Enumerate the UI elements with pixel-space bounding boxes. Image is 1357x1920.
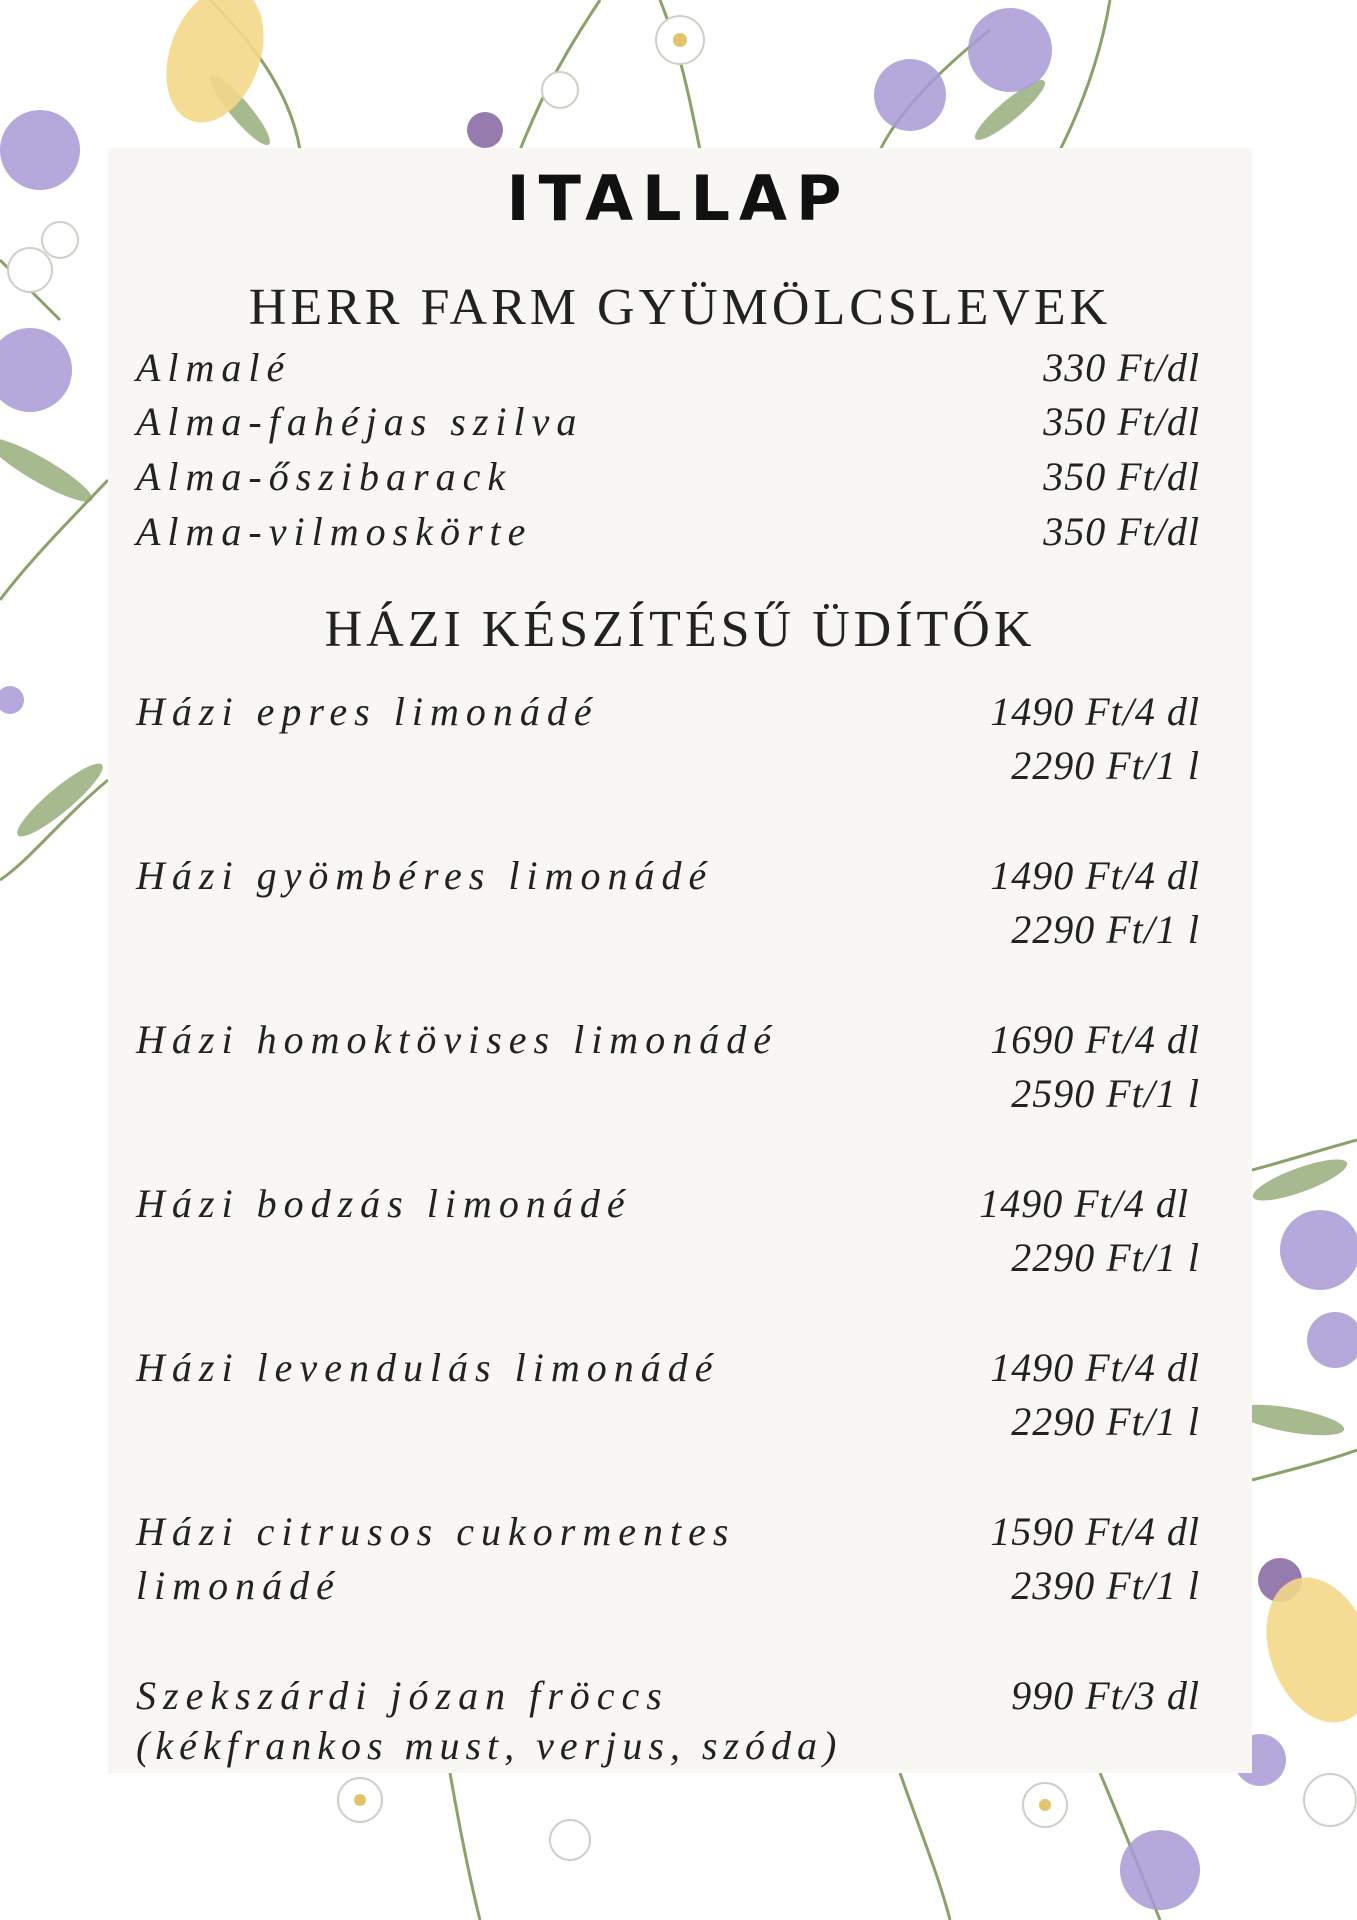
page-title: ITALLAP	[506, 162, 851, 235]
menu-item-price-large: 2290 Ft/1 l	[1011, 1235, 1200, 1280]
section-heading-soft-drinks: HÁZI KÉSZÍTÉSŰ ÜDÍTŐK	[324, 601, 1036, 658]
menu-item-price: 350 Ft/dl	[1043, 454, 1200, 499]
menu-item-name: Házi gyömbéres limonádé	[136, 853, 714, 898]
menu-item-name: Házi citrusos cukormentes	[136, 1509, 736, 1554]
menu-item-price-large: 2290 Ft/1 l	[1011, 907, 1200, 952]
menu-item-price-large: 2290 Ft/1 l	[1011, 1399, 1200, 1444]
menu-item-price-small: 1490 Ft/4 dl	[990, 689, 1200, 734]
menu-item-description: (kékfrankos must, verjus, szóda)	[136, 1723, 843, 1768]
section-heading-juices: HERR FARM GYÜMÖLCSLEVEK	[248, 279, 1112, 336]
menu-item-name: Házi homoktövises limonádé	[136, 1017, 778, 1062]
menu-item-name: Szekszárdi józan fröccs	[136, 1673, 669, 1718]
menu-item-name-line2: limonádé	[136, 1563, 341, 1608]
menu-item-name: Alma-vilmoskörte	[136, 509, 533, 554]
menu-item-name: Házi levendulás limonádé	[136, 1345, 720, 1390]
menu-item-price-large: 2590 Ft/1 l	[1011, 1071, 1200, 1116]
menu-item-price-small: 1490 Ft/4 dl	[990, 1345, 1200, 1390]
menu-item-name: Házi epres limonádé	[136, 689, 599, 734]
menu-item-name: Házi bodzás limonádé	[136, 1181, 632, 1226]
menu-item-name: Alma-őszibarack	[136, 454, 513, 499]
menu-item-price: 330 Ft/dl	[1043, 345, 1200, 390]
menu-item-price-small: 1490 Ft/4 dl	[990, 853, 1200, 898]
menu-item-name: Almalé	[136, 345, 292, 390]
menu-item-price: 990 Ft/3 dl	[1011, 1673, 1200, 1718]
menu-item-name: Alma-fahéjas szilva	[136, 399, 584, 444]
menu-item-price-small: 1690 Ft/4 dl	[990, 1017, 1200, 1062]
menu-item-price-small: 1490 Ft/4 dl	[979, 1181, 1189, 1226]
menu-item-price-small: 1590 Ft/4 dl	[990, 1509, 1200, 1554]
menu-item-price-large: 2290 Ft/1 l	[1011, 743, 1200, 788]
menu-item-price: 350 Ft/dl	[1043, 509, 1200, 554]
menu-item-price-large: 2390 Ft/1 l	[1011, 1563, 1200, 1608]
menu-item-price: 350 Ft/dl	[1043, 399, 1200, 444]
